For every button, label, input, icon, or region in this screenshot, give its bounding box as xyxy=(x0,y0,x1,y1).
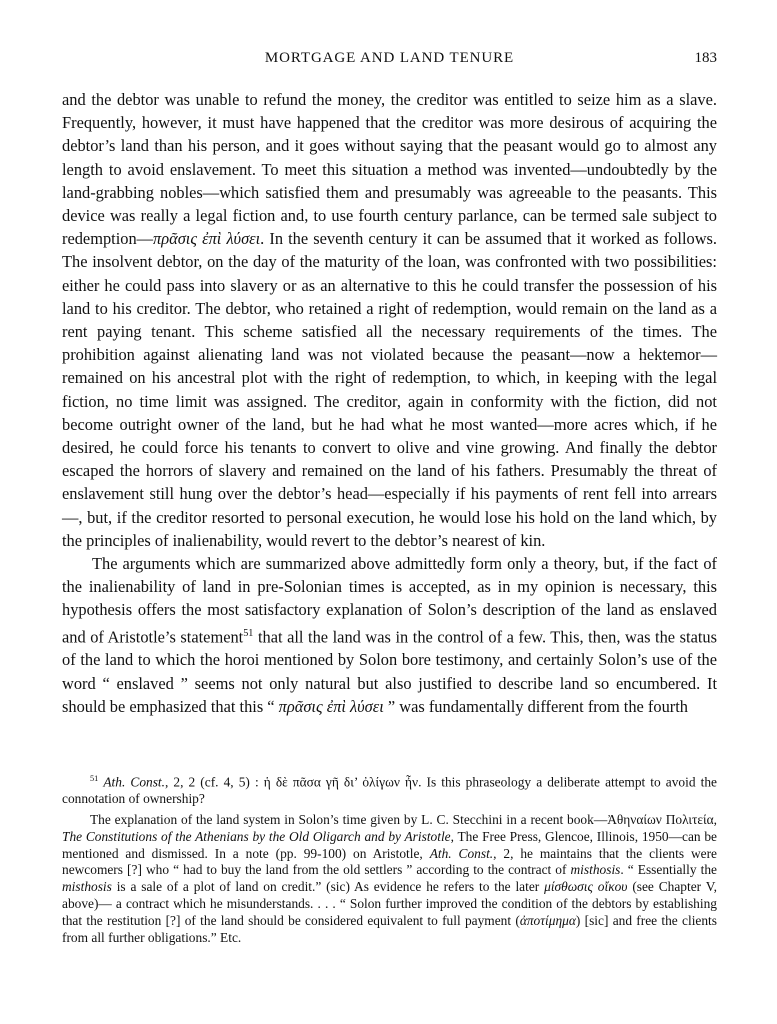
paragraph-2-text-c: ” was fundamentally different from the fourth xyxy=(383,696,688,716)
paragraph-2 xyxy=(62,552,717,718)
paragraph-1 xyxy=(62,88,717,552)
footnote-ref-title: Ath. Const. xyxy=(429,845,494,861)
footnotes xyxy=(62,771,717,946)
term-misthosis: misthosis xyxy=(570,862,621,878)
greek-phrase: πρᾶσις ἐπὶ λύσει xyxy=(278,696,384,716)
footnote-text: is a sale of a plot of land on credit.” (sic) As evidence he refers to the later xyxy=(111,879,545,895)
greek-quote: ἡ δὲ πᾶσα γῆ δι’ ὀλίγων ἦν xyxy=(263,774,419,790)
footnote-number: 51 xyxy=(90,774,99,783)
footnote-ref-title: Ath. Const. xyxy=(103,774,165,790)
paragraph-1-text-b: . In the seventh century it can be assumed that it worked as follows. The insolvent debtor, on the day of the maturity of the loan, was confronted with two possibilities: either he could pass into slavery or as an alternative to this he could transfer the possession of his land to his creditor. The debtor, who retained a right of redemption, would remain on the land as a rent paying tenant. This scheme satisfied all the necessary requirements of the times. The prohibition against alienating land was not violated because the peasant—now a hektemor—remained on his ancestral plot with the right of redemption, to which, in keeping with the legal fiction, no time limit was assigned. The creditor, again in conformity with the fiction, did not become outright owner of the land, but he had what he most wanted—more acres which, if he desired, he could force his tenants to convert to olive and vine growing. And finally the debtor escaped the horrors of slavery and remained on the land of his fathers. Presumably the threat of enslavement still hung over the debtor’s head—especially if his payments of rent fell into arrears—, but, if the creditor resorted to personal execution, he would lose his hold on the land which, by the principles of inalienability, would revert to the debtor’s nearest of kin. xyxy=(62,229,718,550)
greek-term: ἀποτίμημα xyxy=(519,912,576,928)
footnote-text: (see Chapter V, above)— a contract which he misunderstands. . . . “ Solon further improved the condition of the debtors by establishing that the restitution [?] of the land should be considered equivalent to full payment ( xyxy=(62,879,717,928)
greek-phrase: πρᾶσις ἐπὶ λύσει xyxy=(153,229,261,249)
footnote-text: , xyxy=(713,812,717,828)
page-number: 183 xyxy=(694,50,717,66)
footnote-51 xyxy=(62,771,717,808)
footnote-text: , 2, 2 (cf. 4, 5) : xyxy=(165,774,264,790)
greek-term: μίσθωσις οἴκου xyxy=(544,879,628,895)
footnote-text: , The Free Press, Glencoe, Illinois, 1950—can be mentioned and dismissed. In a note (pp. 99-100) on Aristotle, xyxy=(62,828,717,861)
greek-title: Ἀθηναίων Πολιτεία xyxy=(607,812,714,828)
footnote-text: , 2, he maintains that the clients were newcomers [?] who “ had to buy the land from the old settlers ” according to the contract of xyxy=(62,845,717,878)
footnote-text: . Is this phraseology a deliberate attempt to avoid the connotation of ownership? xyxy=(62,774,717,807)
footnote-text: . “ Essentially the xyxy=(620,862,717,878)
footnote-51-continued xyxy=(62,812,717,946)
paragraph-2-text-a: The arguments which are summarized above admittedly form only a theory, but, if the fact of the inalienability of land in pre-Solonian times is accepted, as in my opinion is necessary, this hypothesis offers the most satisfactory explanation of Solon’s description of the land as enslaved and of Aristotle’s statement xyxy=(62,554,717,647)
footnote-text: ) [sic] and free the clients from all further obligations.” Etc. xyxy=(62,912,717,945)
term-misthosis: misthosis xyxy=(62,879,112,895)
book-title: The Constitutions of the Athenians by the Old Oligarch and by Aristotle xyxy=(62,828,451,844)
page-header xyxy=(62,50,717,74)
body-text xyxy=(62,88,717,718)
paragraph-2-text-b: that all the land was in the control of a few. This, then, was the status of the land to which the horoi mentioned by Solon bore testimony, and certainly Solon’s use of the word “ enslaved ” seems not only natural but also justified to describe land so encumbered. It should be emphasized that this “ xyxy=(62,627,717,716)
footnote-text: The explanation of the land system in Solon’s time given by L. C. Stecchini in a recent book— xyxy=(90,812,608,828)
footnote-ref-51: 51 xyxy=(243,627,254,639)
paragraph-1-text-a: and the debtor was unable to refund the money, the creditor was entitled to seize him as a slave. Frequently, however, it must have happened that the creditor was more desirous of acquiring the debtor’s land than his person, and it goes without saying that the peasant would go to almost any length to avoid enslavement. To meet this situation a method was invented—undoubtedly by the land-grabbing nobles—which satisfied them and presumably was agreeable to the peasants. This device was really a legal fiction and, to use fourth century parlance, can be termed sale subject to redemption— xyxy=(62,90,717,249)
running-head: MORTGAGE AND LAND TENURE xyxy=(264,50,515,66)
